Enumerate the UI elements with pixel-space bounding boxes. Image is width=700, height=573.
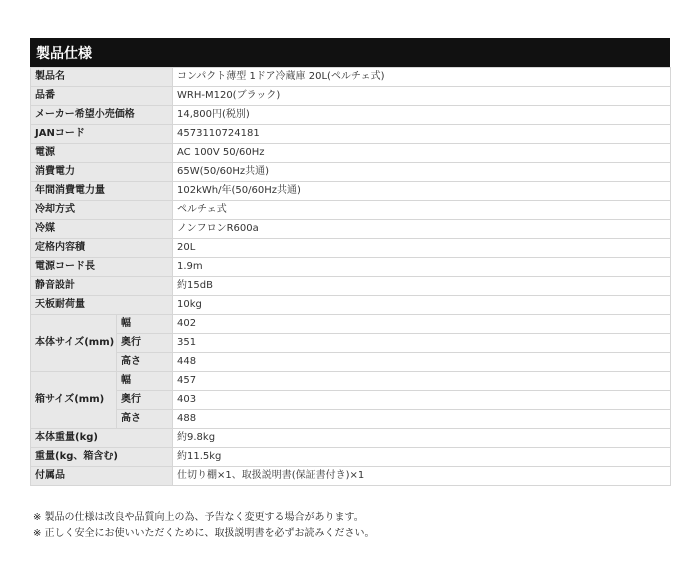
- spec-title: 製品仕様: [30, 38, 670, 67]
- spec-value: ノンフロンR600a: [173, 220, 671, 239]
- spec-row: [31, 277, 671, 296]
- spec-label: 製品名: [31, 68, 173, 87]
- box-size-row: [31, 410, 671, 429]
- note-line: ※ 製品の仕様は改良や品質向上の為、予告なく変更する場合があります。: [33, 512, 364, 523]
- spec-row: [31, 106, 671, 125]
- spec-label: 定格内容積: [31, 239, 173, 258]
- spec-row: [31, 163, 671, 182]
- spec-label: 電源コード長: [31, 258, 173, 277]
- box-size-sub-label: 奥行: [117, 391, 173, 410]
- spec-label: 年間消費電力量: [31, 182, 173, 201]
- spec-row: [31, 201, 671, 220]
- spec-value: ペルチェ式: [173, 201, 671, 220]
- body-size-value: 402: [173, 315, 671, 334]
- spec-row: [31, 144, 671, 163]
- body-size-row: [31, 334, 671, 353]
- note-line: ※ 正しく安全にお使いいただくために、取扱説明書を必ずお読みください。: [33, 528, 375, 539]
- box-size-sub-label: 幅: [117, 372, 173, 391]
- spec-value: コンパクト薄型 1ドア冷蔵庫 20L(ペルチェ式): [173, 68, 671, 87]
- body-size-label: 本体サイズ(mm): [31, 315, 117, 372]
- spec-label: メーカー希望小売価格: [31, 106, 173, 125]
- spec-row: [31, 87, 671, 106]
- body-size-sub-label: 奥行: [117, 334, 173, 353]
- box-size-value: 457: [173, 372, 671, 391]
- body-size-sub-label: 幅: [117, 315, 173, 334]
- spec-label: 冷媒: [31, 220, 173, 239]
- spec-label: 冷却方式: [31, 201, 173, 220]
- spec-row: [31, 258, 671, 277]
- box-size-value: 488: [173, 410, 671, 429]
- spec-label: 付属品: [31, 467, 173, 486]
- spec-row: [31, 68, 671, 87]
- body-size-row: [31, 353, 671, 372]
- spec-label: 天板耐荷量: [31, 296, 173, 315]
- notes: [33, 510, 375, 542]
- spec-label: 消費電力: [31, 163, 173, 182]
- spec-table: [30, 67, 671, 486]
- spec-row: [31, 429, 671, 448]
- spec-label: 品番: [31, 87, 173, 106]
- box-size-label: 箱サイズ(mm): [31, 372, 117, 429]
- spec-row: [31, 125, 671, 144]
- spec-row: [31, 239, 671, 258]
- spec-value: 約9.8kg: [173, 429, 671, 448]
- box-size-row: [31, 372, 671, 391]
- spec-value: 約15dB: [173, 277, 671, 296]
- body-size-sub-label: 高さ: [117, 353, 173, 372]
- spec-value: 65W(50/60Hz共通): [173, 163, 671, 182]
- spec-row: [31, 182, 671, 201]
- box-size-row: [31, 391, 671, 410]
- spec-value: 1.9m: [173, 258, 671, 277]
- spec-label: 本体重量(kg): [31, 429, 173, 448]
- spec-label: JANコード: [31, 125, 173, 144]
- spec-row: [31, 467, 671, 486]
- spec-label: 電源: [31, 144, 173, 163]
- spec-value: AC 100V 50/60Hz: [173, 144, 671, 163]
- spec-row: [31, 220, 671, 239]
- spec-label: 静音設計: [31, 277, 173, 296]
- body-size-value: 448: [173, 353, 671, 372]
- spec-value: 14,800円(税別): [173, 106, 671, 125]
- spec-section: [30, 38, 670, 486]
- spec-value: 102kWh/年(50/60Hz共通): [173, 182, 671, 201]
- spec-row: [31, 448, 671, 467]
- box-size-sub-label: 高さ: [117, 410, 173, 429]
- spec-value: 4573110724181: [173, 125, 671, 144]
- box-size-value: 403: [173, 391, 671, 410]
- spec-row: [31, 296, 671, 315]
- body-size-row: [31, 315, 671, 334]
- spec-label: 重量(kg、箱含む): [31, 448, 173, 467]
- spec-value: WRH-M120(ブラック): [173, 87, 671, 106]
- body-size-value: 351: [173, 334, 671, 353]
- spec-value: 仕切り棚×1、取扱説明書(保証書付き)×1: [173, 467, 671, 486]
- spec-value: 約11.5kg: [173, 448, 671, 467]
- spec-value: 10kg: [173, 296, 671, 315]
- spec-value: 20L: [173, 239, 671, 258]
